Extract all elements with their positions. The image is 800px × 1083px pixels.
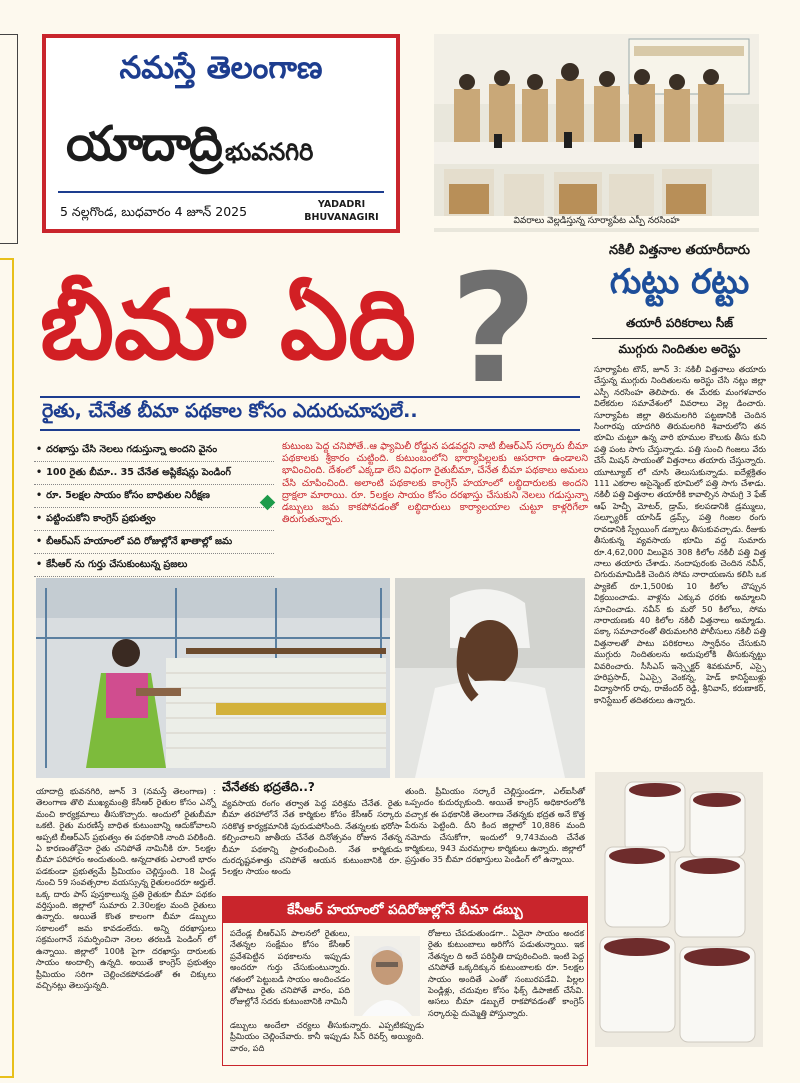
- adjacent-page-edge: [0, 34, 18, 244]
- masthead-edition: [66, 116, 386, 196]
- police-photo-caption: వివరాలు వెల్లడిస్తున్న సూర్యాపేట ఎస్పీ నరసింహ: [434, 216, 759, 228]
- kcr-box-headline: కేసీఆర్ హయాంలో పదిరోజుల్లోనే బీమా డబ్బు: [223, 897, 587, 923]
- body-column-2: వ్యవసాయ రంగం తర్వాత పెద్ద పరిశ్రమ చేనేత. రైతు బీమా తరహాలోనే నేత కార్మికుల కోసం కేసీఆర్ సర్కారు సరికొత్త కార్యక్రమానికి పురుడుపోసింది. నేతన్నలకు భరోసా కల్పించాలని జాతీయ చేనేత దినోత్సవం రోజున నేతన్న బీమా పథకాన్ని ప్రారంభించింది. నేత కార్మికుడు దురదృష్టవశాత్తు చనిపోతే ఆయన కుటుంబానికి రూ. 5లక్షల సాయం అందు: [222, 798, 402, 877]
- highlights-list: [34, 439, 274, 577]
- side-story-subhead-2: ముగ్గురు నిందితుల అరెస్టు: [592, 338, 767, 359]
- highlight-item: • 100 రైతు బీమా.. 35 చేనేత అప్లికేషన్లు పెండింగ్: [34, 462, 274, 485]
- side-story-subhead-1: తయారీ పరికరాలు సీజ్: [625, 316, 734, 330]
- masthead-english-line-2: BHUVANAGIRI: [304, 212, 379, 223]
- masthead-date-line: 5 నల్లగొండ, బుధవారం 4 జూన్ 2025: [60, 204, 248, 219]
- side-story-headline: గుట్టు రట్టు: [609, 262, 750, 302]
- highlight-item: • బీఆర్ఎస్ హయాంలో పది రోజుల్లోనే ఖాతాల్లో జమ: [34, 531, 274, 554]
- highlight-item: • దరఖాస్తు చేసి నెలలు గడుస్తున్నా అందని వైనం: [34, 439, 274, 462]
- body-column-3: తుంది. ప్రీమియం సర్కారే చెల్లిస్తుండగా, ఎల్ఐసీతో ఒప్పందం కుదుర్చుకుంది. అయితే కాంగ్రెస్ అధికారంలోకి వచ్చాక ఈ పథకానికి తెలంగాణ నేతన్నకు భద్రత అనే కొత్త పేరును పెట్టింది. దీని కింద జిల్లాలో 10,886 మంది నమోదు చేసుకోగా, ఇందులో 9,743మంది చేనేత కార్మికులు, 943 మరమగ్గాల కార్మికులు ఉన్నారు. జిల్లాలో ప్రస్తుతం 35 బీమా దరఖాస్తులు పెండింగ్ లో ఉన్నాయి.: [405, 786, 585, 865]
- kcr-box-text-1: పదేండ్ల బీఆర్ఎస్ పాలనలో రైతులు, నేతన్నల సంక్షేమం కోసం కేసీఆర్ ప్రవేశపెట్టిన పథకాలను ఇప్పుడు అందరూ గుర్తు చేసుకుంటున్నారు. గతంలో పెట్టుబడి సాయం అందించడం తోపాటు రైతు చనిపోతే వారం, పది రోజుల్లోనే సదరు కుటుంబానికి నామినీ: [230, 928, 350, 1007]
- police-press-meet-photo: [434, 34, 759, 232]
- highlight-item: • పట్టించుకోని కాంగ్రెస్ ప్రభుత్వం: [34, 508, 274, 531]
- masthead-english-label: [294, 198, 389, 224]
- edition-name-small: భువనగిరి: [224, 138, 314, 166]
- masthead-divider: [58, 191, 384, 193]
- handloom-subhead: చేనేతకు భద్రతేది..?: [222, 780, 315, 794]
- masthead: [42, 34, 400, 233]
- intro-paragraph: కుటుంబ పెద్ద చనిపోతే..ఆ ఫ్యామిలీ రోడ్డున పడవద్దని నాటి బీఆర్ఎస్ సర్కారు బీమా పథకాలకు శ్రీకారం చుట్టింది. కుటుంబంలోని భార్యాపిల్లలకు ఆసరాగా ఉండాలని భావించింది. దేశంలో ఎక్కడా లేని విధంగా రైతుబీమా, చేనేత బీమా పథకాలు అమలు చేసి చూపించింది. అలాంటి పథకాలకు కాంగ్రెస్ హయాంలో లబ్ధిదారులకు అందని ద్రాక్షలా మారాయి. రూ. 5లక్షల సాయం కోసం దరఖాస్తు చేసుకుని నెలలు గడుస్తున్నా డబ్బులు జమ కాకపోవడంతో లబ్ధిదారులు కార్యాలయాల చుట్టూ కాళ్లరిగేలా తిరుగుతున్నారు.: [282, 441, 588, 526]
- kcr-box-text-3: డబ్బులు అందేలా చర్యలు తీసుకున్నారు. ఎప్పటికప్పుడు ప్రీమియం చెల్లించేవారు. కానీ ఇప్పుడు సీన్ రివర్స్ అయ్యింది. వారం, పది: [230, 1020, 424, 1053]
- weaver-at-loom-photo: [36, 578, 390, 778]
- headline-question-mark: ?: [450, 243, 538, 417]
- kcr-portrait-photo: [354, 936, 420, 1016]
- elderly-man-photo: [395, 578, 585, 778]
- side-story-kicker: నకిలీ విత్తనాల తయారీదారు: [608, 243, 750, 258]
- highlight-item: • కేసీఆర్ ను గుర్తు చేసుకుంటున్న ప్రజలు: [34, 554, 274, 577]
- masthead-title: నమస్తే తెలంగాణ: [119, 50, 323, 86]
- edition-name-big: యాదాద్రి: [66, 116, 221, 172]
- side-story-body: సూర్యాపేట టౌన్, జూన్ 3: నకిలీ విత్తనాలు తయారు చేస్తున్న ముగ్గురు నిందితులను అరెస్టు చేసి నట్లు జిల్లా ఎస్పీ నరసింహ తెలిపారు. ఈ మేరకు మంగళవారం విలేకరుల సమావేశంలో వివరాలు వెల్ల డించారు. సూర్యాపేట జిల్లా తిరుమలగిరి పట్టణానికి చెందిన సింగారపు యాదగిరి తిరుమలగిరి శివారులోని తన భూమి చుట్టూ ఉన్న వారి భూముల కౌలుకు తీసు కుని పత్తి పంట సాగు చేస్తున్నాడు. పత్తి సుంచి గింజలు వేరు చేసే మిషన్ సాయంతో విత్తనాలు తయారు చేస్తున్నారు. యూట్యూబ్ లో చూసి తెలుసుకున్నాడు. ఐదేళ్లక్రితం 111 ఎకరాల అసైన్మెంట్ భూమిలో పత్తి సాగు చేశాడు. నకిలీ పత్తి విత్తనాల తయారీకి కావాల్సిన సామగ్రి 3 ఫేజ్ ఆఫ్ హెచ్పీ మోటర్, డ్రామ్, కలపడానికి డ్రమ్ములు, సల్ఫ్యూరిక్ యాసిడ్ డ్రమ్స్, పత్తి గింజల రంగు రావడానికి స్ప్రేయింగ్ డబ్బాలు తీసుకువచ్చాడు. రీజుకు తీసుకున్న వ్యవసాయ భూమి వద్ద సుమారు రూ.4,62,000 విలువైన 308 కిలోల నకిలీ పత్తి విత్త నాలు తయారు చేశాడు. నందాపురంకు చెందిన నవీన్, చిగురుమామిడికి చెందిన సోమ నారాయణను కలిసి ఒక ప్యాకెట్ రూ.1,500కు 10 కిలోల చొప్పున విక్రయించాడు. వాళ్లను ఎక్కువ ధరకు అమ్మాలని సూచించాడు. నవీన్ కు మరో 50 కిలోలు, సోమ నారాయణకు 40 కిలోల నకిలీ విత్తనాలు అమ్మాడు. పక్కా సమాచారంతో తిరుమలగిరి పోలీసులు నకిలీ పత్తి విత్తనాలతో పాటు పరికరాలు స్వాధీనం చేసుకుని ముగ్గురు నిందితులను అదుపులోకి తీసుకున్నట్టు వివరించారు. సీసీఎస్ ఇన్స్పెక్టర్ శివకుమార్, ఎస్సై హరిప్రసాద్, ఏఎస్సై వెంకన్న, హెడ్ కానిస్టేబుళ్లు విద్యాసాగర్ రావు, రాజేందర్ రెడ్డి, శ్రీనివాస్, కరుణాకర్, కానిస్టేబుల్ తదితరులు ఉన్నారు.: [594, 364, 766, 705]
- fake-seed-bags-photo: [595, 772, 763, 1047]
- masthead-english-line-1: YADADRI: [317, 199, 366, 210]
- main-subheadline: రైతు, చేనేత బీమా పథకాల కోసం ఎదురుచూపులే..: [40, 396, 580, 431]
- highlight-item: • రూ. 5లక్షల సాయం కోసం బాధితుల నిరీక్షణ: [34, 485, 274, 508]
- body-column-1: యాదాద్రి భువనగిరి, జూన్ 3 (నమస్తే తెలంగాణ) : తెలంగాణ తొలి ముఖ్యమంత్రి కేసీఆర్ రైతుల కోసం ఎన్నో మంచి కార్యక్రమాలు తీసుకొచ్చారు. అందులో రైతుబీమా ఒకటి. రైతు మరణిస్తే బాధిత కుటుంబాన్ని ఆదుకోవాలని అప్పటి బీఆర్ఎస్ ప్రభుత్వం ఈ పథకానికి నాంది పలికింది. ఏ కారణంతోనైనా రైతు చనిపోతే నామినీకి రూ. 5లక్షల బీమా పరిహారం అందుతుంది. అన్నదాతకు ఎలాంటి భారం పడకుండా ప్రభుత్వమే ప్రీమియం చెల్లిస్తుంది. 18 ఏండ్ల నుంచి 59 సంవత్సరాల వయస్సున్న రైతులందరూ అర్హులే. ఒక్క దారు పాస్ పుస్తకాలున్న ప్రతి రైతుకూ బీమా పథకం వర్తిస్తుంది. జిల్లాలో సుమారు 2.30లక్షల మంది రైతులు ఉన్నారు. అయితే కొంత కాలంగా బీమా డబ్బులు సకాలంలో జమ కావడంలేదు. అన్ని దరఖాస్తులు సక్రమంగానే సమర్పించినా నెలల తరబడి పెండింగ్ లో ఉన్నాయి. జిల్లాలో 100కి పైగా దరఖాస్తు దారులకు సాయం అందాల్సి ఉన్నది. అయితే కాంగ్రెస్ ప్రభుత్వం ప్రీమియం సరిగా చెల్లించకపోవడంతో ఈ చిక్కులు వచ్చినట్లు తెలుస్తున్నది.: [36, 786, 216, 990]
- kcr-box-text-2: రోజులు చేపడుతుండగా.. ఏదైనా సాయం అందక రైతు కుటుంబాలు అరిగోస పడుతున్నాయి. ఇక నేతన్నల ది అదే పరిస్థితి దాపురించింది. ఇంటి పెద్ద చనిపోతే ఒక్కదిక్కున కుటుంబాలకు రూ. 5లక్షల సాయం అందితే ఎంతో సంబురపడేవి. పిల్లల పెండ్లిళ్లు, చదువుల కోసం ఫిక్స్ డిపాజిట్ చేసేవి. అసలు బీమా డబ్బులే రాకపోవడంతో కాంగ్రెస్ సర్కారుపై దుమ్మెత్తి పోస్తున్నారు.: [428, 928, 584, 1018]
- main-headline: బీమా ఏది: [40, 269, 416, 381]
- adjacent-page-border: [0, 258, 14, 1078]
